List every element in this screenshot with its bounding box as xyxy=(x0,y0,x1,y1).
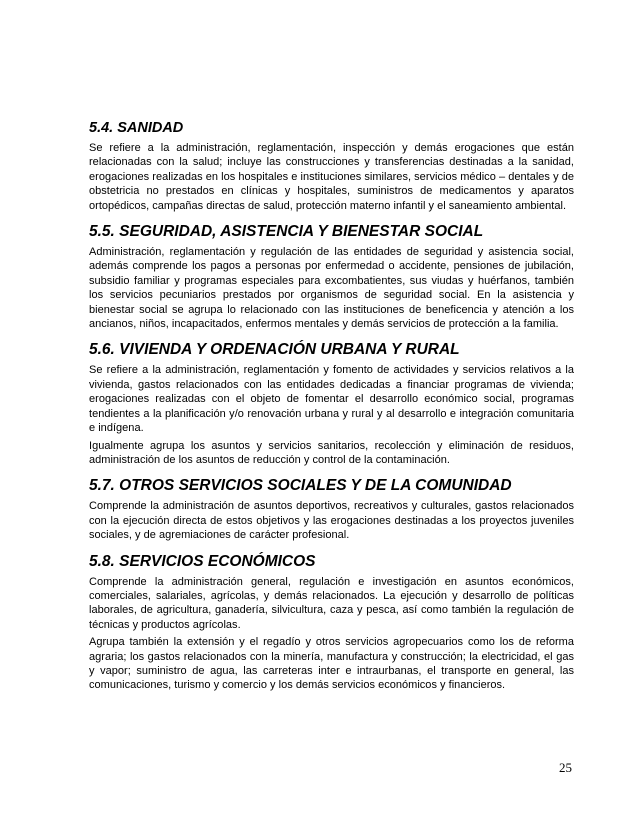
section-paragraph: Se refiere a la administración, reglamentación y fomento de actividades y servicios relativos a la vivienda, gastos relacionados con las entidades dedicadas a financiar programas de vivienda; erogaciones realizadas con el objeto de fomentar el desarrollo económico social, programas tendientes a la planificación y/o renovación urbana y rural y al desarrollo e integración comunitaria e indígena. xyxy=(89,364,574,435)
section-paragraph: Comprende la administración general, regulación e investigación en asuntos económicos, comerciales, salariales, agrícolas, y demás relacionados. La ejecución y desarrollo de políticas laborales, de agricultura, ganadería, silvicultura, caza y pesca, así como también la regulación de técnicas y productos agrícolas. xyxy=(89,575,574,631)
section-vivienda xyxy=(89,340,574,467)
section-seguridad xyxy=(89,222,574,331)
section-heading: 5.8. SERVICIOS ECONÓMICOS xyxy=(89,552,316,570)
section-paragraph: Administración, reglamentación y regulación de las entidades de seguridad y asistencia social, además comprende los pagos a personas por enfermedad o accidente, pensiones de jubilación, subsidio familiar y programas especiales para excombatientes, sus viudas y huérfanos, también los servicios pecuniarios prestados por organismos de seguridad social. En la asistencia y bienestar social se agrupa lo relacionado con las instituciones de beneficencia y atención a los ancianos, niños, incapacitados, enfermos mentales y demás servicios de protección a la familia. xyxy=(89,246,574,331)
section-otros-servicios xyxy=(89,476,574,542)
section-heading: 5.6. VIVIENDA Y ORDENACIÓN URBANA Y RURAL xyxy=(89,341,460,359)
section-paragraph: Se refiere a la administración, reglamentación, inspección y demás erogaciones que están relacionadas con la salud; incluye las construcciones y transferencias destinadas a la sanidad, erogaciones realizadas en los hospitales e instituciones similares, servicios médico – dentales y de obstetricia no prestados en clínicas y hospitales, suministros de medicamentos y aparatos ortopédicos, campañas directas de salud, protección materno infantil y el saneamiento ambiental. xyxy=(89,142,574,212)
page-content xyxy=(89,118,574,696)
page-number: 25 xyxy=(559,760,572,775)
section-sanidad xyxy=(89,118,574,213)
section-paragraph: Agrupa también la extensión y el regadío y otros servicios agropecuarios como los de reforma agraria; los gastos relacionados con la minería, manufactura y construcción; la electricidad, el gas y vapor; suministro de agua, las carreteras inter e intraurbanas, el transporte en general, las comunicaciones, turismo y comercio y los demás servicios económicos y financieros. xyxy=(89,636,574,692)
section-paragraph: Comprende la administración de asuntos deportivos, recreativos y culturales, gastos relacionados con la ejecución directa de estos objetivos y las erogaciones destinadas a los proyectos juveniles sociales, y de agremiaciones de carácter profesional. xyxy=(89,500,574,542)
section-heading: 5.7. OTROS SERVICIOS SOCIALES Y DE LA COMUNIDAD xyxy=(89,477,512,495)
section-heading: 5.4. SANIDAD xyxy=(89,120,184,136)
section-servicios-economicos xyxy=(89,552,574,693)
section-heading: 5.5. SEGURIDAD, ASISTENCIA Y BIENESTAR SOCIAL xyxy=(89,223,484,241)
section-paragraph: Igualmente agrupa los asuntos y servicios sanitarios, recolección y eliminación de residuos, administración de los asuntos de reducción y control de la contaminación. xyxy=(89,439,574,466)
